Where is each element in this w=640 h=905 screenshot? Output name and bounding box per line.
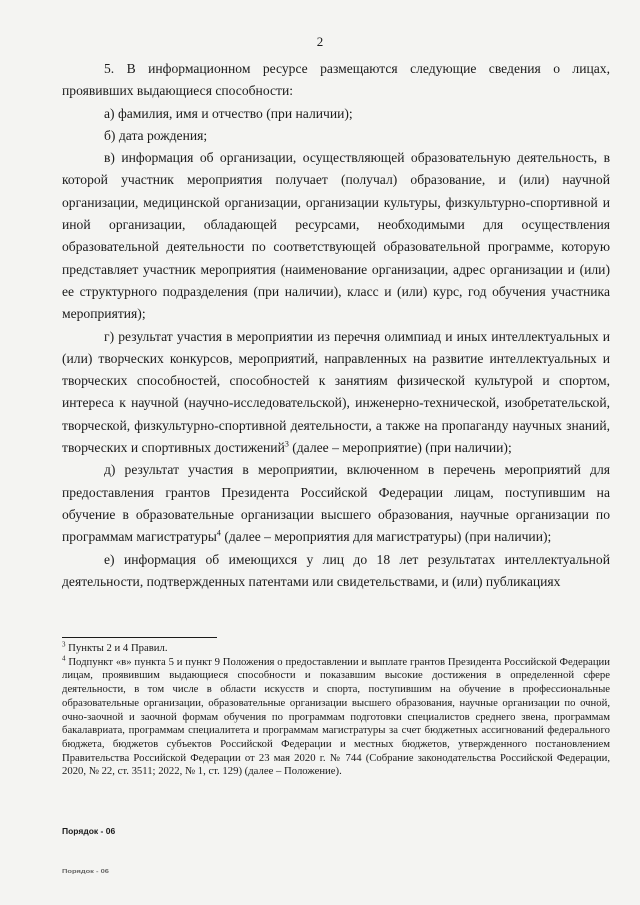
footnote-4-mark: 4 — [62, 654, 66, 663]
footnote-3-text: Пункты 2 и 4 Правил. — [65, 642, 168, 654]
paragraph-item-v: в) информация об организации, осуществляющей образовательную деятельность, в которой участник мероприятия получает (получал) образование, и (или) научной организации, медицинской организации, организации культуры, физкультурно-спортивной и иной организации, обладающей ресурсами, необходимыми для осуществления образовательной деятельности по соответствующей образовательной программе, которую представляет участник мероприятия (наименование организации, адрес организации и (или) ее структурного подразделения (при наличии), класс и (или) курс, год обучения участника мероприятия); — [62, 150, 610, 322]
paragraph-item-d-text: д) результат участия в мероприятии, включенном в перечень мероприятий для предоставления грантов Президента Российской Федерации лицам, поступившим на обучение в образовательные организации высшего образования, научные организации по программам магистратуры — [62, 462, 610, 545]
page-number: 2 — [316, 34, 324, 49]
paragraph-5-intro: 5. В информационном ресурсе размещаются следующие сведения о лицах, проявивших выдающиеся способности: — [62, 61, 610, 99]
document-body — [62, 58, 610, 593]
paragraph-item-g-text: г) результат участия в мероприятии из перечня олимпиад и иных интеллектуальных и (или) творческих конкурсов, мероприятий, направленных на развитие интеллектуальных и творческих способностей, способностей к занятиям физической культурой и спортом, интереса к научной (научно-исследовательской), инженерно-технической, изобретательской, творческой, физкультурно-спортивной деятельности, а также на пропаганду научных знаний, творческих и спортивных достижений — [62, 328, 610, 456]
footnote-3 — [62, 642, 610, 656]
footnote-separator — [62, 637, 217, 638]
paragraph-item-e: е) информация об имеющихся у лиц до 18 лет результатах интеллектуальной деятельности, подтвержденных патентами или свидетельствами, и (или) публикациях — [62, 551, 610, 589]
footnote-4-text: Подпункт «в» пункта 5 и пункт 9 Положения о предоставлении и выплате грантов Президента Российской Федерации лицам, проявившим выдающиеся способности и показавшим высокие достижения в определенной сфере деятельности, в том числе в области искусств и спорта, поступившим на обучение в профессиональные образовательные организации, образовательные организации высшего образования, научные организации по очной, очно-заочной и заочной формам обучения по программам подготовки специалистов среднего звена, программам бакалавриата, программам специалитета и программам магистратуры за счет бюджетных ассигнований федерального бюджета, бюджетов субъектов Российской Федерации и местных бюджетов, утвержденного постановлением Правительства Российской Федерации от 23 мая 2020 г. № 744 (Собрание законодательства Российской Федерации, 2020, № 22, ст. 3511; 2022, № 1, ст. 129) (далее – Положение). — [62, 655, 610, 778]
footnote-3-mark: 3 — [62, 640, 66, 649]
paragraph-item-a: а) фамилия, имя и отчество (при наличии); — [104, 105, 353, 121]
footnotes — [62, 642, 610, 779]
paragraph-item-g — [62, 326, 610, 460]
paragraph-item-d-tail: (далее – мероприятия для магистратуры) (при наличии); — [220, 529, 552, 545]
document-stamp-faint: Порядок - 06 — [62, 868, 109, 875]
paragraph-item-g-tail: (далее – мероприятие) (при наличии); — [288, 440, 512, 456]
footnote-ref-4[interactable]: 4 — [216, 528, 221, 538]
footnote-4 — [62, 656, 610, 779]
footnote-ref-3[interactable]: 3 — [284, 439, 289, 449]
document-stamp: Порядок - 06 — [62, 826, 116, 836]
paragraph-item-d — [62, 459, 610, 548]
paragraph-item-b: б) дата рождения; — [104, 127, 208, 143]
